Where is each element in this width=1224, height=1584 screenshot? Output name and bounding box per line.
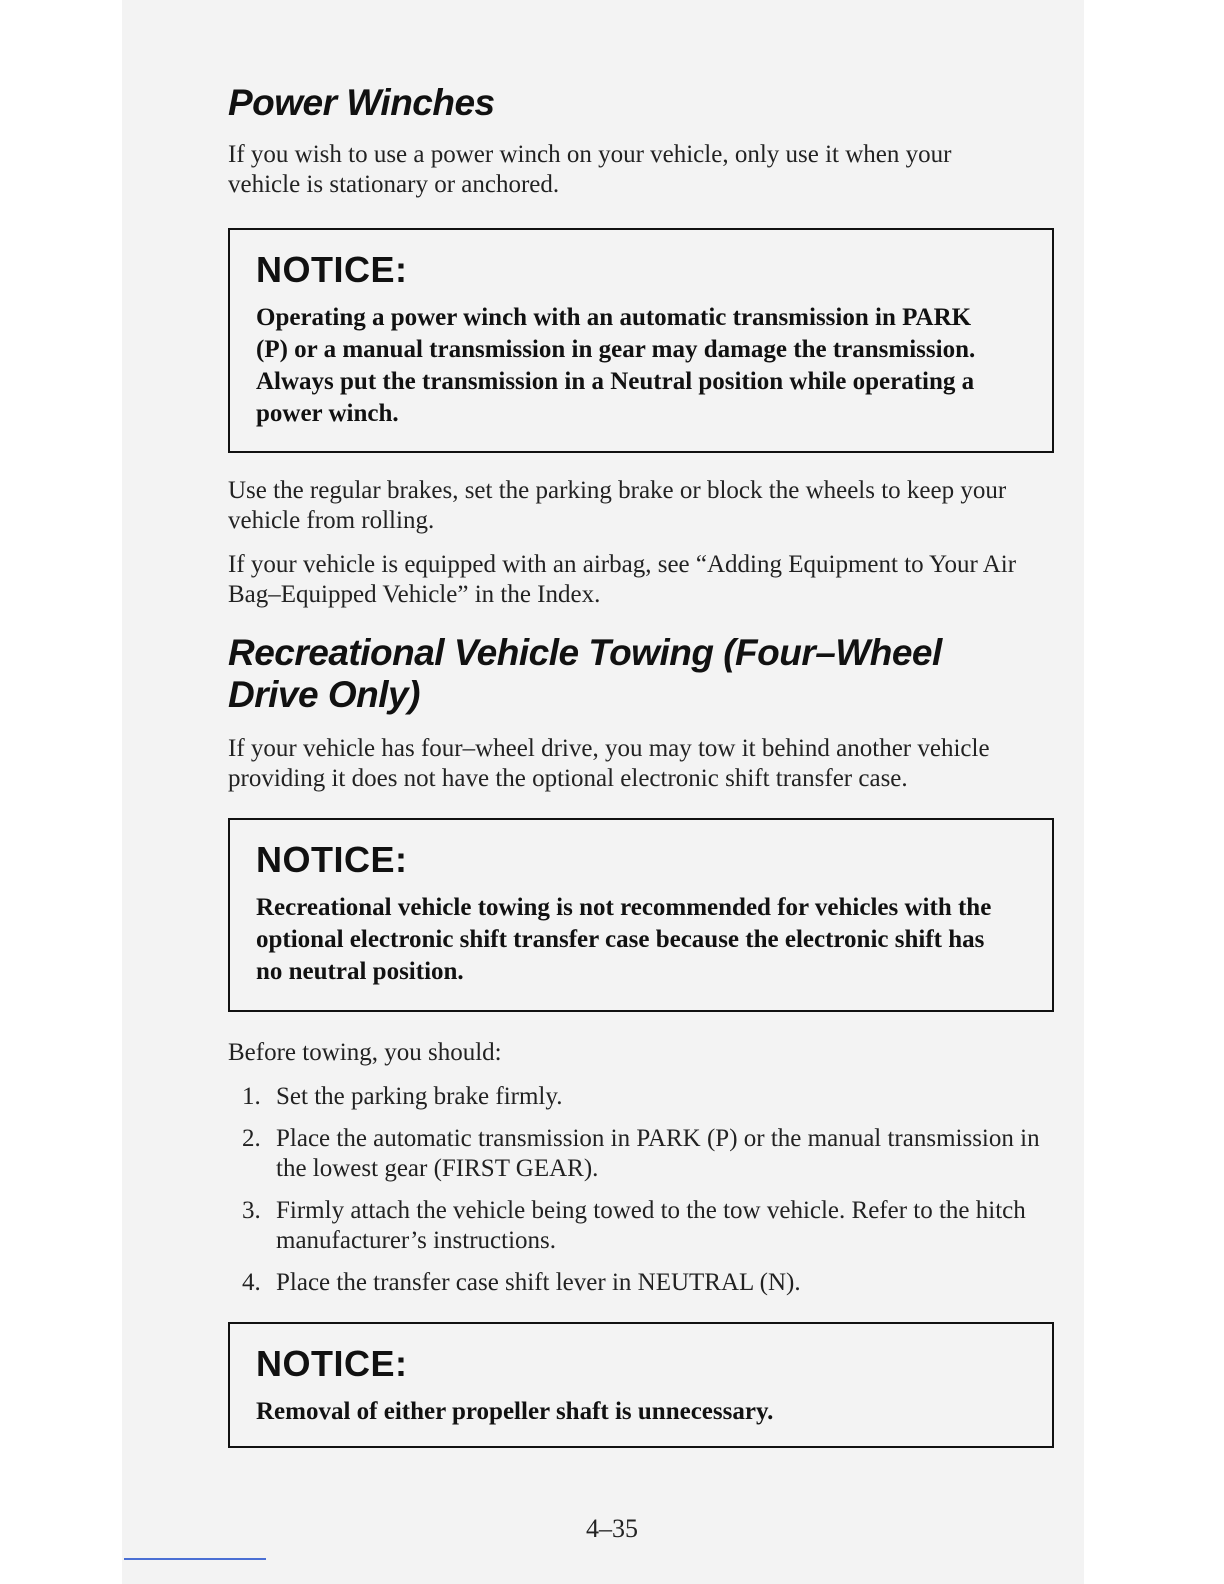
notice-title: NOTICE: <box>256 249 408 290</box>
section-heading-power-winches: Power Winches <box>228 82 495 123</box>
list-item-text: Place the automatic transmission in PARK (P) or the manual transmission in the lowest gear (FIRST GEAR). <box>276 1125 1040 1182</box>
paragraph-brakes: Use the regular brakes, set the parking brake or block the wheels to keep your vehicle from rolling. <box>228 477 1007 534</box>
list-item-text: Place the transfer case shift lever in NEUTRAL (N). <box>276 1269 801 1296</box>
notice-box-winch <box>228 228 1054 453</box>
paragraph-winch-intro: If you wish to use a power winch on your vehicle, only use it when your vehicle is stationary or anchored. <box>228 141 952 198</box>
list-item <box>228 1268 1048 1298</box>
notice-body: Operating a power winch with an automatic transmission in PARK (P) or a manual transmission in gear may damage the transmission. Always put the transmission in a Neutral position while operating a power winch. <box>256 304 976 427</box>
notice-box-propeller <box>228 1322 1054 1448</box>
section-heading-rv-towing: Recreational Vehicle Towing (Four–Wheel Drive Only) <box>228 632 942 715</box>
list-item <box>228 1196 1048 1256</box>
footer-divider <box>124 1558 266 1560</box>
notice-body: Removal of either propeller shaft is unnecessary. <box>256 1398 774 1425</box>
list-item <box>228 1124 1048 1184</box>
page-number: 4–35 <box>586 1514 638 1543</box>
list-item-number: 1. <box>242 1083 261 1110</box>
list-item-number: 2. <box>242 1125 261 1152</box>
list-item <box>228 1082 1048 1112</box>
paragraph-before-towing: Before towing, you should: <box>228 1039 502 1066</box>
notice-box-rv-towing <box>228 818 1054 1012</box>
list-item-number: 4. <box>242 1269 261 1296</box>
towing-steps-list <box>228 1082 1048 1298</box>
paragraph-rv-intro: If your vehicle has four–wheel drive, you may tow it behind another vehicle providing it does not have the optional electronic shift transfer case. <box>228 735 990 792</box>
notice-body: Recreational vehicle towing is not recommended for vehicles with the optional electronic shift transfer case because the electronic shift has no neutral position. <box>256 894 992 985</box>
notice-title: NOTICE: <box>256 839 408 880</box>
list-item-text: Firmly attach the vehicle being towed to the tow vehicle. Refer to the hitch manufacturer’s instructions. <box>276 1197 1026 1254</box>
paragraph-airbag: If your vehicle is equipped with an airbag, see “Adding Equipment to Your Air Bag–Equipped Vehicle” in the Index. <box>228 551 1017 608</box>
list-item-text: Set the parking brake firmly. <box>276 1083 563 1110</box>
list-item-number: 3. <box>242 1197 261 1224</box>
notice-title: NOTICE: <box>256 1343 408 1384</box>
